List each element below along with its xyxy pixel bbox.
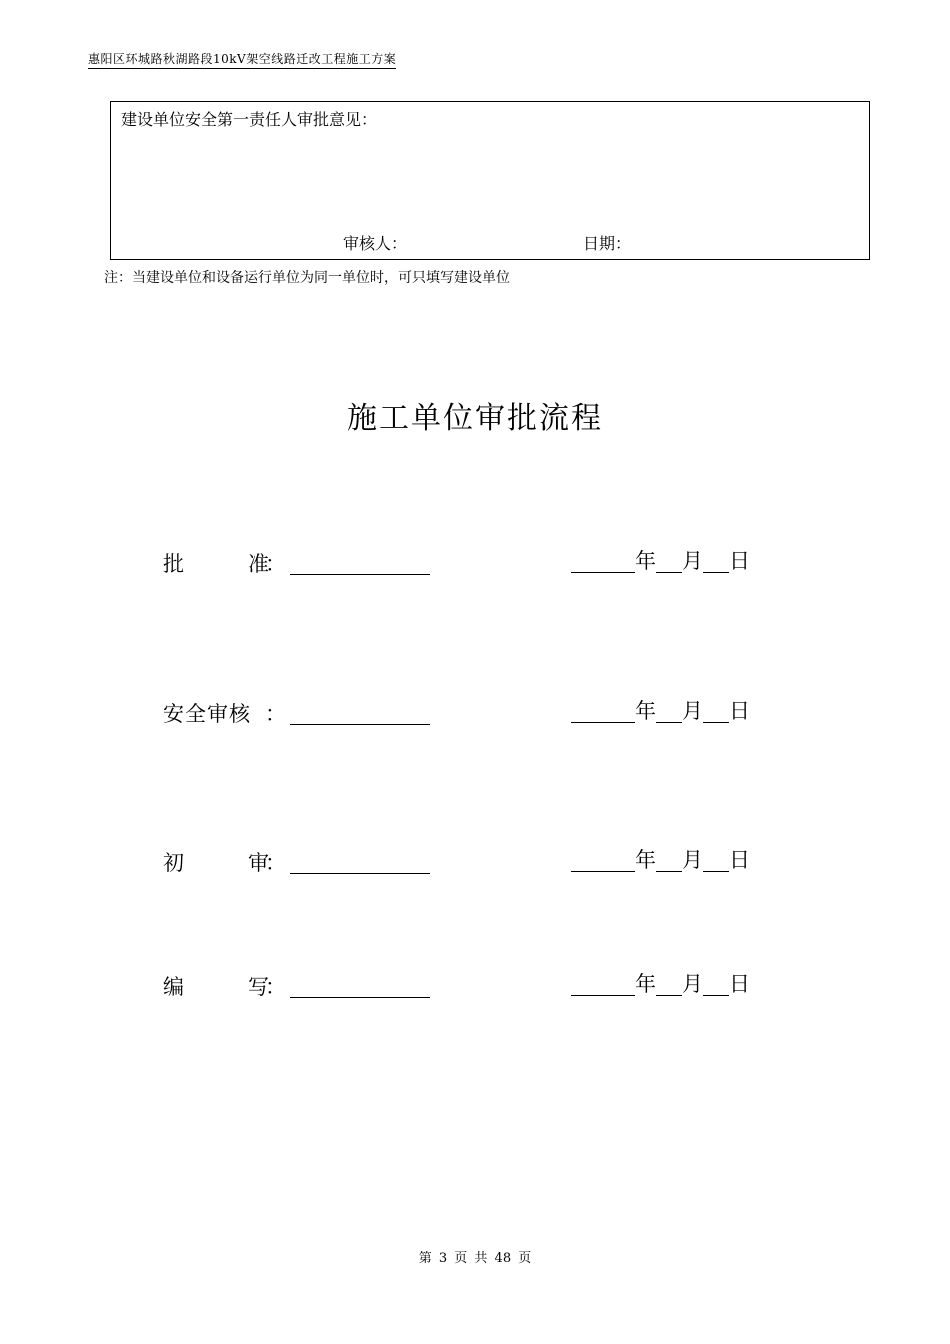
row-label-char: 写 xyxy=(248,975,269,999)
colon: ： xyxy=(265,851,286,875)
day-blank[interactable] xyxy=(703,847,729,872)
month-blank[interactable] xyxy=(656,548,682,573)
approval-row-safety-review xyxy=(0,698,950,728)
note-text: 注：当建设单位和设备运行单位为同一单位时，可只填写建设单位 xyxy=(104,270,510,286)
day-unit: 日 xyxy=(729,549,750,573)
year-blank[interactable] xyxy=(571,698,635,723)
row-label-char: 编 xyxy=(163,975,184,999)
row-label xyxy=(163,971,269,1001)
signature-line[interactable] xyxy=(290,997,430,998)
year-blank[interactable] xyxy=(571,548,635,573)
year-blank[interactable] xyxy=(571,971,635,996)
date-group xyxy=(571,847,750,877)
flow-title: 施工单位审批流程 xyxy=(347,401,603,436)
row-label-char: 批 xyxy=(163,552,184,576)
page-footer: 第 3 页 共 48 页 xyxy=(418,1251,532,1266)
day-unit: 日 xyxy=(729,972,750,996)
month-blank[interactable] xyxy=(656,971,682,996)
day-blank[interactable] xyxy=(703,971,729,996)
signature-line[interactable] xyxy=(290,873,430,874)
month-unit: 月 xyxy=(682,972,703,996)
approval-row-compile xyxy=(0,971,950,1001)
date-group xyxy=(571,971,750,1001)
colon: ： xyxy=(265,702,286,726)
day-blank[interactable] xyxy=(703,698,729,723)
row-label: 安全审核 xyxy=(163,702,251,726)
year-unit: 年 xyxy=(635,848,656,872)
day-unit: 日 xyxy=(729,699,750,723)
date-group xyxy=(571,548,750,578)
opinion-title: 建设单位安全第一责任人审批意见： xyxy=(121,110,378,129)
year-unit: 年 xyxy=(635,972,656,996)
approval-opinion-box xyxy=(110,101,870,260)
colon: ： xyxy=(265,975,286,999)
row-label xyxy=(163,548,269,578)
date-label: 日期： xyxy=(583,234,632,253)
month-blank[interactable] xyxy=(656,698,682,723)
year-unit: 年 xyxy=(635,699,656,723)
month-unit: 月 xyxy=(682,699,703,723)
approval-row-approve xyxy=(0,548,950,578)
row-label-char: 初 xyxy=(163,851,184,875)
day-blank[interactable] xyxy=(703,548,729,573)
year-blank[interactable] xyxy=(571,847,635,872)
approval-row-preliminary-review xyxy=(0,847,950,877)
signature-line[interactable] xyxy=(290,574,430,575)
row-label-char: 审 xyxy=(248,851,269,875)
colon: ： xyxy=(265,552,286,576)
month-unit: 月 xyxy=(682,549,703,573)
month-blank[interactable] xyxy=(656,847,682,872)
reviewer-label: 审核人： xyxy=(343,234,408,253)
day-unit: 日 xyxy=(729,848,750,872)
row-label xyxy=(163,847,269,877)
row-label-char: 准 xyxy=(248,552,269,576)
signature-line[interactable] xyxy=(290,724,430,725)
year-unit: 年 xyxy=(635,549,656,573)
date-group xyxy=(571,698,750,728)
month-unit: 月 xyxy=(682,848,703,872)
document-header: 惠阳区环城路秋湖路段10kV架空线路迁改工程施工方案 xyxy=(88,50,396,69)
